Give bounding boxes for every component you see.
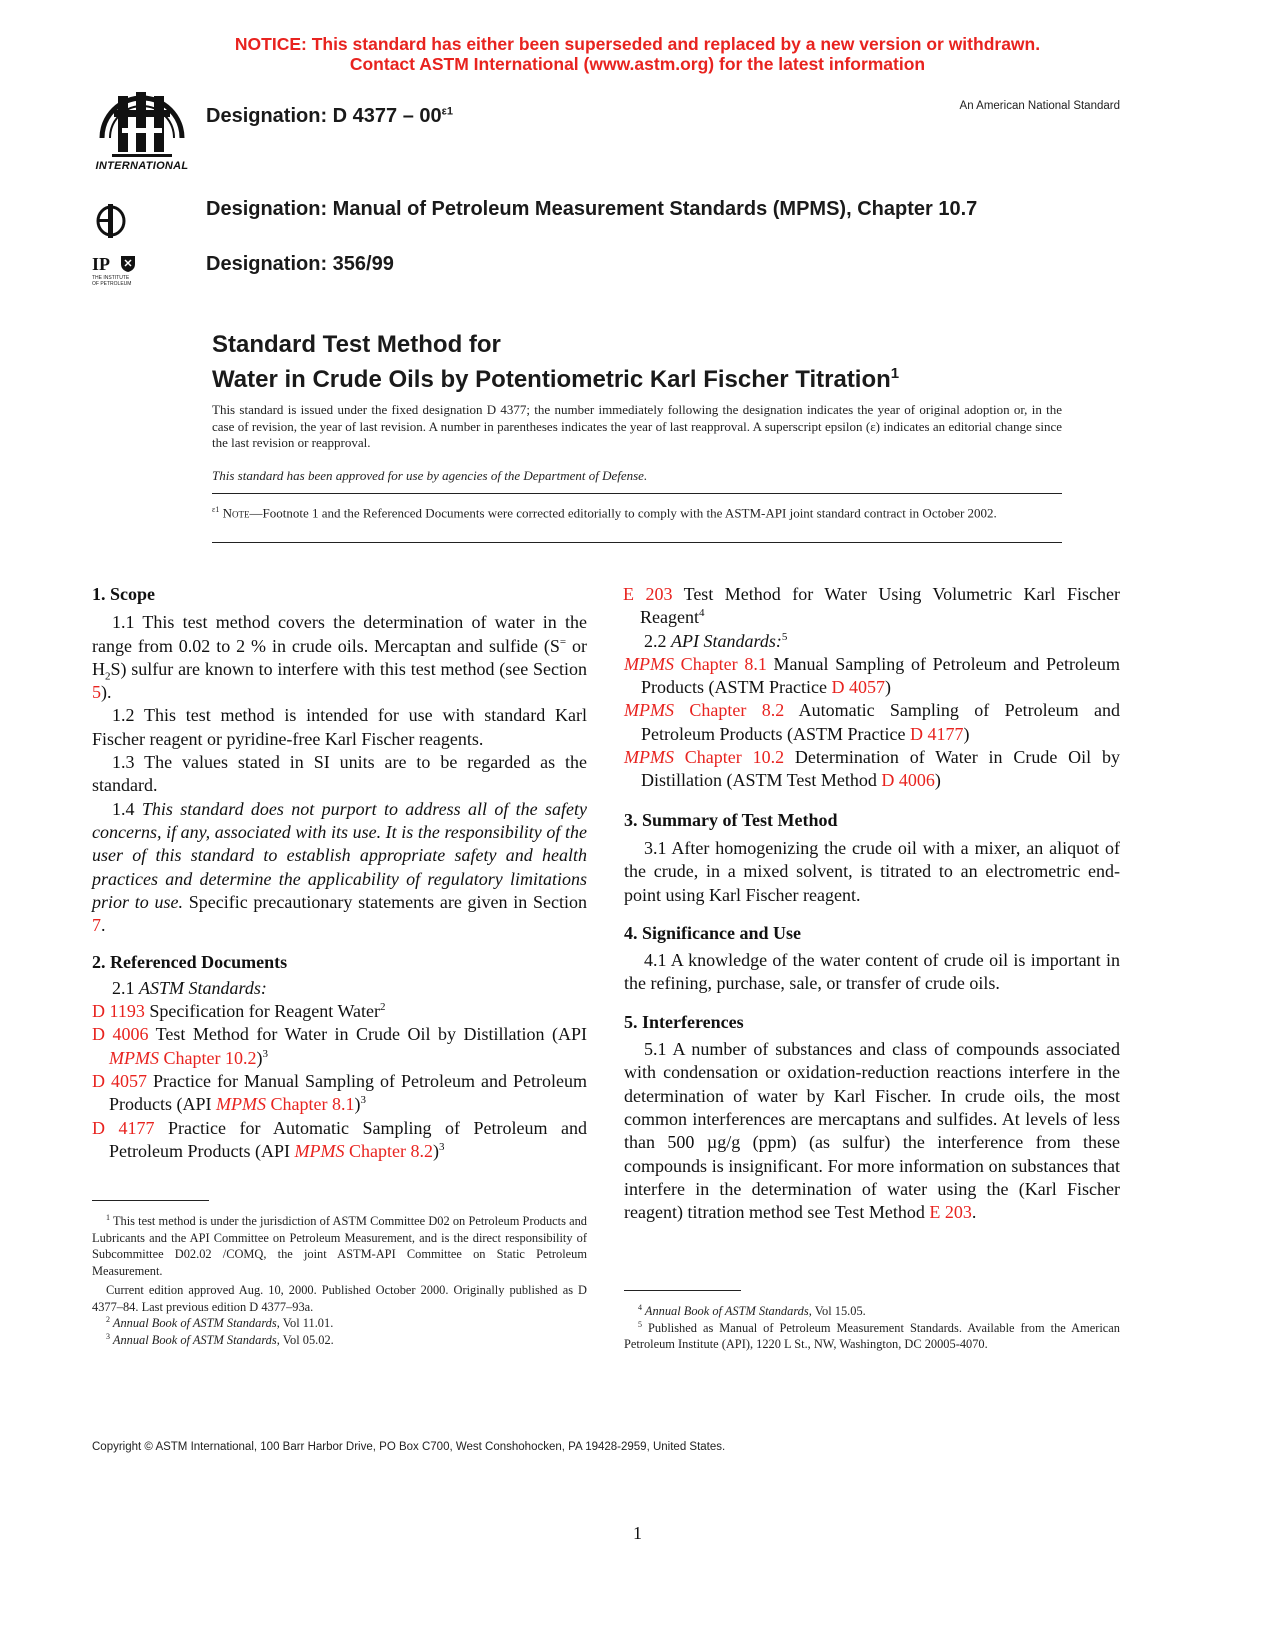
footnote-1: $^1$ This test method is under the jurisdiction of ASTM Committee D02 on Petroleum Products and Lubricants and the API Committee on Petroleum Measurement, and is the direct responsibility of Subcommittee D02.02 /COMQ, the joint ASTM-API Committee on Static Petroleum Measurement. xyxy=(92,1212,587,1278)
para-1-3: 1.3 The values stated in SI units are to be regarded as the standard. xyxy=(92,752,587,796)
api-ref-8-2: MPMS Chapter 8.2 Automatic Sampling of Petroleum and Petroleum Products (ASTM Practice D 4177) xyxy=(624,700,1120,744)
section-2-heading: 2. Referenced Documents xyxy=(92,952,288,973)
intro-divider-top xyxy=(212,493,1062,494)
section-3-heading: 3. Summary of Test Method xyxy=(624,809,838,830)
ref-d4177-link[interactable]: D 4177 xyxy=(92,1117,155,1138)
title-sup: 1 xyxy=(890,365,900,382)
footnote-5: $^5$ Published as Manual of Petroleum Measurement Standards. Available from the American Petroleum Institute (API), 1220 L St., NW, Washington, DC 20005-4070. xyxy=(624,1319,1120,1351)
api-ref-10-2: MPMS Chapter 10.2 Determination of Water in Crude Oil by Distillation (ASTM Test Method D 4006) xyxy=(624,747,1120,791)
ip-logo-text: IP xyxy=(92,254,110,274)
api-ref-8-1-link[interactable]: MPMS Chapter 8.1 xyxy=(624,653,767,674)
api-ref-8-2-astm-link[interactable]: D 4177 xyxy=(909,723,964,744)
footnote-divider-left xyxy=(92,1200,209,1201)
ref-d4057-mpms-link[interactable]: MPMS Chapter 8.1 xyxy=(216,1094,355,1115)
para-2-1: 2.1 ASTM Standards: xyxy=(112,977,267,998)
intro-divider-bottom xyxy=(212,542,1062,543)
para-1-1: 1.1 This test method covers the determination of water in the range from 0.02 to 2 % in crude oils. Mercaptan and sulfide (S= or $H_2S$) sulfur are known to interfere with this test method (see Section 5). xyxy=(92,612,587,703)
editorial-note-sup: ε1 xyxy=(212,505,220,514)
designation-mpms: Designation: Manual of Petroleum Measurement Standards (MPMS), Chapter 10.7 xyxy=(206,198,978,220)
notice-line-1: NOTICE: This standard has either been superseded and replaced by a new version or withdrawn. xyxy=(234,34,1041,54)
ref-d4006-link[interactable]: D 4006 xyxy=(92,1024,149,1045)
page-title xyxy=(212,330,1112,394)
ref-d4177: D 4177 Practice for Automatic Sampling of Petroleum and Petroleum Products (API MPMS Chapter 8.2)$^3$ xyxy=(92,1117,587,1161)
ref-d4057-link[interactable]: D 4057 xyxy=(92,1070,148,1091)
api-logo-icon xyxy=(95,203,127,239)
para-5-1: 5.1 A number of substances and class of compounds associated with condensation or oxidation-reduction reactions interfere in the determination of water by Karl Fischer. In crude oils, the most common interferences are mercaptans and sulfides. At levels of less than 500 µg/g (ppm) (as sulfur) the interference from these compounds is insignificant. For more information on substances that interfere in the determination of water using the (Karl Fischer reagent) titration method see Test Method E 203. xyxy=(624,1039,1120,1223)
ip-logo-small-1: THE INSTITUTE xyxy=(92,275,130,281)
ref-d1193-link[interactable]: D 1193 xyxy=(92,1001,145,1022)
para-4-1: 4.1 A knowledge of the water content of crude oil is important in the refining, purchase, sale, or transfer of crude oils. xyxy=(624,950,1120,994)
ip-logo-small-2: OF PETROLEUM xyxy=(92,281,132,287)
editorial-note-label: Note xyxy=(222,505,250,521)
editorial-note xyxy=(212,502,1062,522)
footnote-4: $^4$ Annual Book of ASTM Standards, Vol 15.05. xyxy=(638,1302,866,1318)
api-logo xyxy=(95,203,127,239)
footnotes-left xyxy=(92,1213,587,1348)
api-ref-10-2-link[interactable]: MPMS Chapter 10.2 xyxy=(624,747,785,768)
ref-d4177-mpms-link[interactable]: MPMS Chapter 8.2 xyxy=(294,1140,433,1161)
ip-shield-icon xyxy=(120,255,136,273)
api-ref-10-2-astm-link[interactable]: D 4006 xyxy=(881,770,935,791)
page-number: 1 xyxy=(633,1523,642,1543)
designation-astm-sup: ε1 xyxy=(441,105,453,118)
section-1-heading: 1. Scope xyxy=(92,584,155,604)
designation-astm xyxy=(206,105,453,128)
right-column xyxy=(624,583,1120,1224)
footnote-1-edition: Current edition approved Aug. 10, 2000. Published October 2000. Originally published as D 4377–84. Last previous edition D 4377–93a. xyxy=(92,1283,587,1314)
section-5-link[interactable]: 5 xyxy=(92,682,101,703)
e203-link[interactable]: E 203 xyxy=(929,1202,972,1223)
notice-banner xyxy=(0,34,1275,74)
issued-statement: This standard is issued under the fixed designation D 4377; the number immediately following the designation indicates the year of original adoption or, in the case of revision, the year of last revision. A number in parentheses indicates the year of last reapproval. A superscript epsilon (ε) indicates an editorial change since the last revision or reapproval. xyxy=(212,402,1062,450)
notice-line-2: Contact ASTM International (www.astm.org) for the latest information xyxy=(349,54,926,74)
footnotes-right xyxy=(624,1303,1120,1353)
astm-logo xyxy=(92,88,192,178)
designation-astm-text: Designation: D 4377 – 00 xyxy=(206,105,442,127)
ref-e203: E 203 Test Method for Water Using Volumetric Karl Fischer Reagent$^4$ xyxy=(623,584,1120,628)
left-column xyxy=(92,583,587,1163)
ref-d4006: D 4006 Test Method for Water in Crude Oil by Distillation (API MPMS Chapter 10.2)$^3$ xyxy=(92,1024,588,1068)
para-1-4: 1.4 This standard does not purport to address all of the safety concerns, if any, associated with its use. It is the responsibility of the user of this standard to establish appropriate safety and health practices and determine the applicability of regulatory limitations prior to use. Specific precautionary statements are given in Section 7. xyxy=(92,798,588,936)
api-ref-8-1-astm-link[interactable]: D 4057 xyxy=(831,677,885,698)
section-7-link[interactable]: 7 xyxy=(92,915,101,936)
para-1-2: 1.2 This test method is intended for use with standard Karl Fischer reagent or pyridine-free Karl Fischer reagents. xyxy=(92,705,587,749)
designation-ip: Designation: 356/99 xyxy=(206,253,394,275)
ref-d4057: D 4057 Practice for Manual Sampling of Petroleum and Petroleum Products (API MPMS Chapter 8.1)$^3$ xyxy=(92,1070,587,1115)
title-line-2-text: Water in Crude Oils by Potentiometric Karl Fischer Titration xyxy=(212,366,891,393)
astm-logo-text: INTERNATIONAL xyxy=(95,160,189,172)
title-line-2 xyxy=(212,359,1112,394)
footnote-2: $^2$ Annual Book of ASTM Standards, Vol 11.01. xyxy=(106,1314,334,1330)
approved-statement: This standard has been approved for use by agencies of the Department of Defense. xyxy=(212,468,648,483)
ref-d1193: D 1193 Specification for Reagent Water$^2$ xyxy=(92,1001,386,1022)
footnote-divider-right xyxy=(624,1290,741,1291)
section-5-heading: 5. Interferences xyxy=(624,1011,744,1032)
editorial-note-text: —Footnote 1 and the Referenced Documents were corrected editorially to comply with the ASTM-API joint standard contract in October 2002. xyxy=(249,505,997,521)
api-ref-8-2-link[interactable]: MPMS Chapter 8.2 xyxy=(624,700,785,721)
copyright-line: Copyright © ASTM International, 100 Barr Harbor Drive, PO Box C700, West Conshohocken, PA 19428-2959, United States. xyxy=(92,1441,726,1453)
title-line-1: Standard Test Method for xyxy=(212,331,501,358)
ref-e203-link[interactable]: E 203 xyxy=(623,584,673,604)
section-4-heading: 4. Significance and Use xyxy=(624,922,802,943)
para-2-2: 2.2 API Standards:$^5$ xyxy=(644,630,788,651)
ref-d4006-mpms-link[interactable]: MPMS Chapter 10.2 xyxy=(109,1047,257,1068)
para-3-1: 3.1 After homogenizing the crude oil with a mixer, an aliquot of the crude, in a mixed solvent, is titrated to an electrometric end-point using Karl Fischer reagent. xyxy=(624,837,1120,905)
api-ref-8-1: MPMS Chapter 8.1 Manual Sampling of Petroleum and Petroleum Products (ASTM Practice D 4057) xyxy=(624,653,1120,698)
footnote-3: $^3$ Annual Book of ASTM Standards, Vol 05.02. xyxy=(106,1331,334,1347)
american-national-standard: An American National Standard xyxy=(959,100,1120,112)
ip-logo xyxy=(92,254,142,294)
